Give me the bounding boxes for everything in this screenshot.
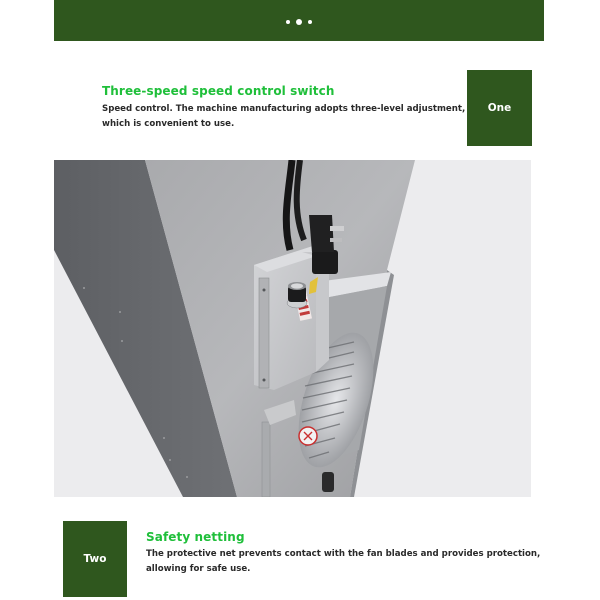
feature-one-number-badge [467,70,532,146]
carousel-indicator [54,18,544,26]
product-photo [54,160,531,497]
fan-filter-unit-illustration [54,160,531,497]
carousel-dot-3[interactable] [308,20,312,24]
feature-two-number-label: Two [83,553,107,565]
feature-two-number-badge [63,521,127,597]
feature-one-description [102,102,465,132]
feature-two-description-line-2: allowing for safe use. [146,564,251,574]
speed-control-knob [287,282,307,308]
top-banner [54,0,544,41]
feature-two-description-line-1: The protective net prevents contact with the fan blades and provides protection, [146,549,541,559]
carousel-dot-2-active[interactable] [296,19,302,25]
feature-one-number-label: One [487,102,512,114]
feature-one-description-line-1: Speed control. The machine manufacturing adopts three-level adjustment, [102,104,466,114]
carousel-dot-1[interactable] [286,20,290,24]
feature-one-title: Three-speed speed control switch [102,84,335,98]
feature-two-description [146,547,540,577]
feature-one-description-line-2: which is convenient to use. [102,119,235,129]
feature-two-title: Safety netting [146,530,245,544]
